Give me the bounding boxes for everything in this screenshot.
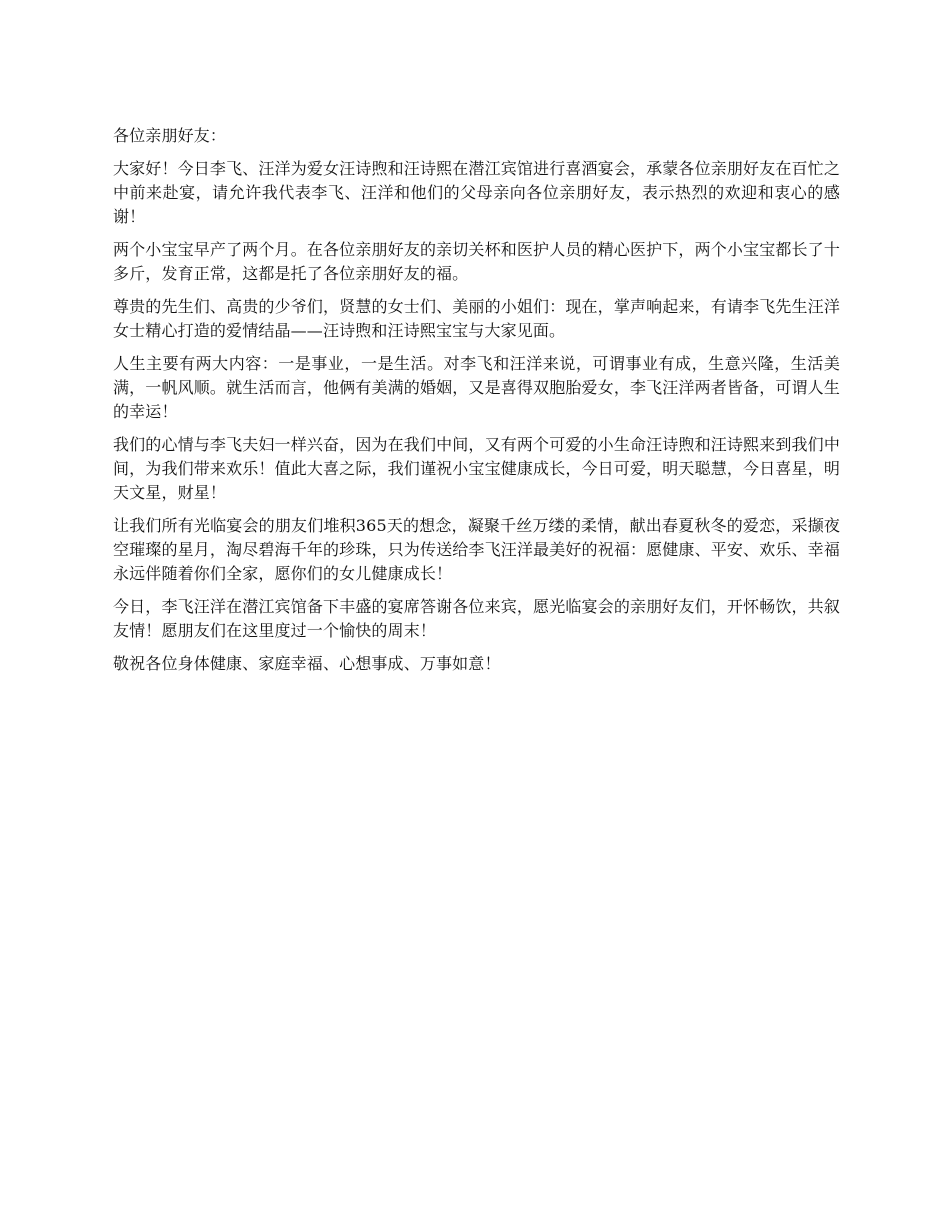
paragraph-closing: 敬祝各位身体健康、家庭幸福、心想事成、万事如意！ [113, 654, 501, 673]
document-body [113, 124, 840, 685]
paragraph-joy: 我们的心情与李飞夫妇一样兴奋，因为在我们中间，又有两个可爱的小生命汪诗煦和汪诗熙来到我们中间，为我们带来欢乐！值此大喜之际，我们谨祝小宝宝健康成长，今日可爱，明天聪慧，今日喜星，明天文星，财星！ [113, 435, 840, 502]
paragraph-introduction: 尊贵的先生们、高贵的少爷们，贤慧的女士们、美丽的小姐们：现在，掌声响起来，有请李飞先生汪洋女士精心打造的爱情结晶——汪诗煦和汪诗熙宝宝与大家见面。 [113, 297, 840, 340]
paragraph-thanks: 今日，李飞汪洋在潜江宾馆备下丰盛的宴席答谢各位来宾，愿光临宴会的亲朋好友们，开怀畅饮，共叙友情！愿朋友们在这里度过一个愉快的周末！ [113, 597, 840, 640]
salutation: 各位亲朋好友： [113, 126, 227, 145]
paragraph-welcome: 大家好！今日李飞、汪洋为爱女汪诗煦和汪诗熙在潜江宾馆进行喜酒宴会，承蒙各位亲朋好友在百忙之中前来赴宴，请允许我代表李飞、汪洋和他们的父母亲向各位亲朋好友，表示热烈的欢迎和衷心的感谢！ [113, 159, 840, 226]
paragraph-life: 人生主要有两大内容：一是事业，一是生活。对李飞和汪洋来说，可谓事业有成，生意兴隆，生活美满，一帆风顺。就生活而言，他俩有美满的婚姻，又是喜得双胞胎爱女，李飞汪洋两者皆备，可谓人生的幸运！ [113, 354, 840, 421]
paragraph-babies: 两个小宝宝早产了两个月。在各位亲朋好友的亲切关杯和医护人员的精心医护下，两个小宝宝都长了十多斤，发育正常，这都是托了各位亲朋好友的福。 [113, 240, 840, 283]
paragraph-blessing: 让我们所有光临宴会的朋友们堆积365天的想念，凝聚千丝万缕的柔情，献出春夏秋冬的爱恋，采撷夜空璀璨的星月，淘尽碧海千年的珍珠，只为传送给李飞汪洋最美好的祝福：愿健康、平安、欢乐、幸福永远伴随着你们全家，愿你们的女儿健康成长！ [113, 516, 840, 583]
